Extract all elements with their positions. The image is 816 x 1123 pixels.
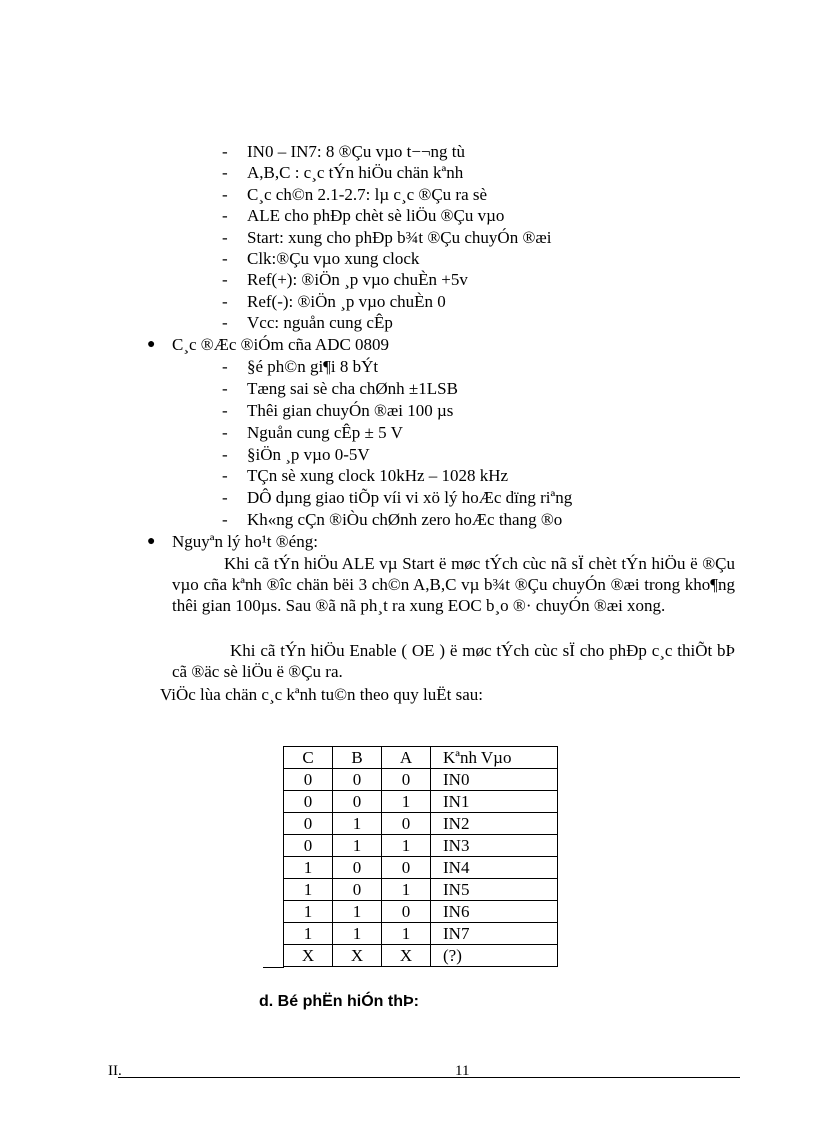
- list-item: Kh«ng cÇn ®iÒu chØnh zero hoÆc thang ®o: [247, 510, 563, 529]
- table-row: [284, 879, 558, 901]
- table-cell: 1: [382, 879, 431, 901]
- list-item: Clk:®Çu vµo xung clock: [247, 249, 420, 268]
- table-cell: 1: [333, 835, 382, 857]
- table-cell: 0: [284, 835, 333, 857]
- table-cell: 1: [333, 923, 382, 945]
- list-item: ALE cho phÐp chèt sè liÖu ®Çu vµo: [247, 206, 505, 225]
- list-dash: -: [222, 142, 228, 161]
- principle-paragraph-2: Khi cã tÝn hiÖu Enable ( OE ) ë møc tÝch cùc sÏ cho phÐp c¸c thiÕt bÞ cã ®äc sè liÖu ë ®Çu ra.: [172, 641, 735, 681]
- list-item: DÔ dµng giao tiÕp víi vi xö lý hoÆc dïng riªng: [247, 488, 573, 507]
- table-cell: 0: [382, 813, 431, 835]
- principle-heading: Nguyªn lý ho¹t ®éng:: [172, 532, 318, 551]
- list-dash: -: [222, 249, 228, 268]
- table-row: [284, 769, 558, 791]
- list-item: Vcc: nguån cung cÊp: [247, 313, 393, 332]
- table-cell: IN3: [431, 835, 558, 857]
- table-cell: 1: [284, 857, 333, 879]
- table-row: [284, 813, 558, 835]
- column-header: C: [284, 747, 333, 769]
- table-cell: 1: [284, 923, 333, 945]
- list-dash: -: [222, 270, 228, 289]
- table-row: [284, 945, 558, 967]
- list-dash: -: [222, 163, 228, 182]
- list-dash: -: [222, 466, 228, 485]
- list-dash: -: [222, 445, 228, 464]
- page-number: 11: [455, 1063, 470, 1079]
- list-dash: -: [222, 401, 228, 420]
- list-item: Ref(-): ®iÖn ¸p vµo chuÈn 0: [247, 292, 446, 311]
- list-item: A,B,C : c¸c tÝn hiÖu chän kªnh: [247, 163, 464, 182]
- table-cell: 0: [333, 769, 382, 791]
- list-dash: -: [222, 510, 228, 529]
- table-cell: 0: [333, 857, 382, 879]
- table-cell: 0: [284, 813, 333, 835]
- section-heading: d. Bé phËn hiÓn thÞ:: [259, 993, 419, 1010]
- column-header: Kªnh Vµo: [431, 747, 558, 769]
- table-rule-extension: [263, 967, 284, 968]
- list-dash: -: [222, 185, 228, 204]
- column-header: A: [382, 747, 431, 769]
- table-header-row: [284, 747, 558, 769]
- list-item: TÇn sè xung clock 10kHz – 1028 kHz: [247, 466, 509, 485]
- list-dash: -: [222, 313, 228, 332]
- list-item: §iÖn ¸p vµo 0-5V: [247, 445, 370, 464]
- features-heading: C¸c ®Æc ®iÓm cña ADC 0809: [172, 335, 390, 354]
- bullet-icon: ●: [147, 337, 156, 352]
- table-cell: IN6: [431, 901, 558, 923]
- footer-rule: [118, 1077, 740, 1078]
- table-row: [284, 857, 558, 879]
- table-cell: X: [382, 945, 431, 967]
- list-item: Nguån cung cÊp ± 5 V: [247, 423, 403, 442]
- footer-label: II.: [108, 1063, 122, 1079]
- table-cell: 0: [333, 791, 382, 813]
- table-cell: 1: [333, 813, 382, 835]
- list-dash: -: [222, 488, 228, 507]
- table-cell: X: [284, 945, 333, 967]
- table-cell: 0: [382, 857, 431, 879]
- table-cell: 1: [382, 835, 431, 857]
- list-item: Ref(+): ®iÖn ¸p vµo chuÈn +5v: [247, 270, 468, 289]
- list-item: C¸c ch©n 2.1-2.7: lµ c¸c ®Çu ra sè: [247, 185, 488, 204]
- table-cell: 0: [284, 769, 333, 791]
- table-row: [284, 923, 558, 945]
- table-cell: X: [333, 945, 382, 967]
- table-cell: IN1: [431, 791, 558, 813]
- table-cell: 1: [284, 879, 333, 901]
- table-row: [284, 835, 558, 857]
- list-dash: -: [222, 379, 228, 398]
- table-cell: 1: [382, 923, 431, 945]
- table-cell: 0: [382, 901, 431, 923]
- channel-selection-table: [283, 746, 558, 967]
- list-dash: -: [222, 423, 228, 442]
- table-cell: IN4: [431, 857, 558, 879]
- list-item: Start: xung cho phÐp b¾t ®Çu chuyÓn ®æi: [247, 228, 552, 247]
- table-cell: (?): [431, 945, 558, 967]
- bullet-icon: ●: [147, 534, 156, 549]
- selection-rule-text: ViÖc lùa chän c¸c kªnh tu©n theo quy luËt sau:: [160, 685, 483, 704]
- table-row: [284, 901, 558, 923]
- list-dash: -: [222, 292, 228, 311]
- list-item: §é ph©n gi¶i 8 bÝt: [247, 357, 379, 376]
- table-row: [284, 791, 558, 813]
- list-item: Tæng sai sè cha chØnh ±1LSB: [247, 379, 458, 398]
- list-dash: -: [222, 228, 228, 247]
- list-dash: -: [222, 206, 228, 225]
- list-item: Thêi gian chuyÓn ®æi 100 µs: [247, 401, 454, 420]
- table-cell: 1: [382, 791, 431, 813]
- table-cell: 1: [333, 901, 382, 923]
- column-header: B: [333, 747, 382, 769]
- list-dash: -: [222, 357, 228, 376]
- principle-paragraph-1: Khi cã tÝn hiÖu ALE vµ Start ë møc tÝch cùc nã sÏ chèt tÝn hiÖu ë ®Çu vµo cña kªnh ®îc chän bëi 3 ch©n A,B,C vµ b¾t ®Çu chuyÓn ®æi trong kho¶ng thêi gian 100µs. Sau ®ã nã ph¸t ra xung EOC b¸o ®· chuyÓn ®æi xong.: [172, 554, 735, 615]
- table-cell: 1: [284, 901, 333, 923]
- table-cell: IN2: [431, 813, 558, 835]
- table-cell: 0: [284, 791, 333, 813]
- table-cell: IN7: [431, 923, 558, 945]
- list-item: IN0 – IN7: 8 ®Çu vµo t−¬ng tù: [247, 142, 466, 161]
- table-cell: 0: [382, 769, 431, 791]
- table-cell: 0: [333, 879, 382, 901]
- table-cell: IN0: [431, 769, 558, 791]
- table-cell: IN5: [431, 879, 558, 901]
